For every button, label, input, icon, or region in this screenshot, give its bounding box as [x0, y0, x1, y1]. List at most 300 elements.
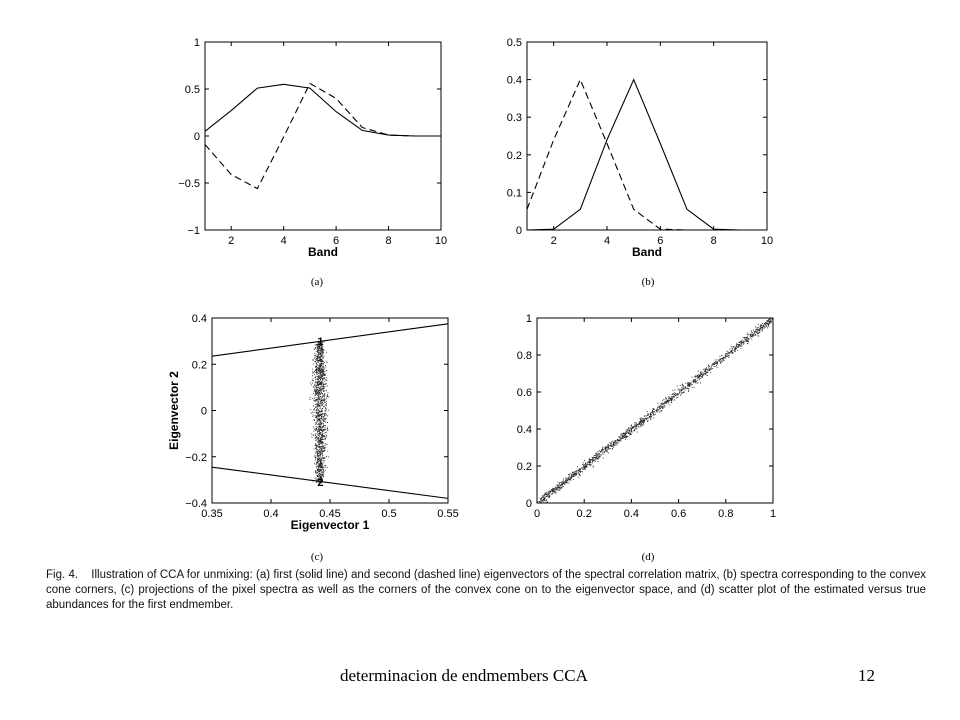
scatter-point [312, 375, 313, 376]
plot-frame [527, 42, 767, 230]
scatter-point [318, 440, 319, 441]
scatter-point [322, 419, 323, 420]
scatter-point [319, 470, 320, 471]
scatter-point [317, 349, 318, 350]
scatter-point [598, 451, 599, 452]
scatter-point [326, 401, 327, 402]
scatter-point [679, 390, 680, 391]
scatter-point [324, 414, 325, 415]
scatter-point [312, 373, 313, 374]
scatter-point [636, 428, 637, 429]
scatter-point [317, 403, 318, 404]
scatter-point [647, 418, 648, 419]
scatter-point [576, 471, 577, 472]
scatter-point [317, 372, 318, 373]
scatter-point [674, 400, 675, 401]
scatter-point [736, 345, 737, 346]
scatter-point [733, 350, 734, 351]
scatter-point [321, 458, 322, 459]
scatter-point [544, 499, 545, 500]
scatter-point [547, 501, 548, 502]
scatter-point [325, 465, 326, 466]
scatter-point [681, 391, 682, 392]
y-tick-label: 1 [193, 37, 200, 49]
scatter-point [614, 442, 615, 443]
scatter-point [315, 391, 316, 392]
scatter-point [318, 455, 319, 456]
scatter-point [720, 363, 721, 364]
scatter-point [315, 460, 316, 461]
scatter-point [319, 405, 320, 406]
scatter-point [706, 367, 707, 368]
scatter-point [320, 463, 321, 464]
scatter-point [620, 439, 621, 440]
scatter-point [592, 458, 593, 459]
scatter-point [323, 361, 324, 362]
scatter-point [560, 482, 561, 483]
scatter-point [544, 495, 545, 496]
scatter-point [565, 482, 566, 483]
scatter-point [314, 431, 315, 432]
scatter-point [325, 439, 326, 440]
scatter-point [312, 369, 313, 370]
scatter-point [313, 360, 314, 361]
page-number: 12 [858, 666, 875, 685]
scatter-point [700, 372, 701, 373]
scatter-point [696, 376, 697, 377]
scatter-point [577, 470, 578, 471]
scatter-point [704, 371, 705, 372]
scatter-point [322, 396, 323, 397]
scatter-point [323, 367, 324, 368]
scatter-point [639, 422, 640, 423]
scatter-point [708, 367, 709, 368]
scatter-point [671, 398, 672, 399]
scatter-point [317, 418, 318, 419]
scatter-point [745, 337, 746, 338]
scatter-point [572, 474, 573, 475]
scatter-point [585, 469, 586, 470]
scatter-point [317, 422, 318, 423]
scatter-point [318, 362, 319, 363]
scatter-point [313, 400, 314, 401]
scatter-point [651, 416, 652, 417]
scatter-point [323, 394, 324, 395]
scatter-point [543, 499, 544, 500]
scatter-point [326, 432, 327, 433]
scatter-point [722, 358, 723, 359]
scatter-point [642, 422, 643, 423]
scatter-point [326, 405, 327, 406]
scatter-point [317, 408, 318, 409]
scatter-point [543, 501, 544, 502]
scatter-point [681, 393, 682, 394]
scatter-point [315, 348, 316, 349]
scatter-point [321, 409, 322, 410]
scatter-point [754, 335, 755, 336]
scatter-point [315, 379, 316, 380]
scatter-point [322, 402, 323, 403]
scatter-point [327, 428, 328, 429]
scatter-point [319, 384, 320, 385]
scatter-point [620, 438, 621, 439]
scatter-point [746, 337, 747, 338]
scatter-point [325, 400, 326, 401]
scatter-point [313, 380, 314, 381]
scatter-point [317, 373, 318, 374]
scatter-point [322, 360, 323, 361]
scatter-point [315, 438, 316, 439]
scatter-point [600, 455, 601, 456]
scatter-point [315, 444, 316, 445]
scatter-point [317, 441, 318, 442]
scatter-point [323, 406, 324, 407]
scatter-point [721, 360, 722, 361]
scatter-point [558, 482, 559, 483]
scatter-point [576, 475, 577, 476]
scatter-point [319, 429, 320, 430]
scatter-point [608, 448, 609, 449]
scatter-point [562, 484, 563, 485]
scatter-point [625, 434, 626, 435]
scatter-point [316, 359, 317, 360]
scatter-point [320, 428, 321, 429]
scatter-point [547, 494, 548, 495]
scatter-point [319, 449, 320, 450]
scatter-point [638, 424, 639, 425]
scatter-point [665, 397, 666, 398]
scatter-point [318, 431, 319, 432]
scatter-point [755, 327, 756, 328]
y-tick-label: 0 [200, 405, 207, 418]
scatter-point [683, 389, 684, 390]
scatter-point [322, 467, 323, 468]
scatter-point [731, 346, 732, 347]
scatter-point [320, 374, 321, 375]
scatter-point [322, 451, 323, 452]
scatter-point [626, 431, 627, 432]
scatter-point [663, 399, 664, 400]
scatter-points [309, 341, 329, 483]
scatter-point [769, 319, 770, 320]
scatter-point [322, 404, 323, 405]
scatter-point [644, 419, 645, 420]
scatter-point [321, 448, 322, 449]
scatter-point [540, 500, 541, 501]
scatter-point [755, 335, 756, 336]
scatter-point [316, 468, 317, 469]
scatter-point [567, 478, 568, 479]
scatter-point [744, 339, 745, 340]
scatter-point [615, 440, 616, 441]
scatter-point [729, 357, 730, 358]
scatter-point [317, 376, 318, 377]
scatter-point [630, 428, 631, 429]
scatter-point [317, 355, 318, 356]
scatter-point [767, 321, 768, 322]
scatter-point [319, 419, 320, 420]
scatter-point [316, 399, 317, 400]
scatter-point [323, 370, 324, 371]
scatter-point [672, 397, 673, 398]
solid-series-line [205, 84, 441, 136]
scatter-point [322, 434, 323, 435]
scatter-point [322, 474, 323, 475]
scatter-point [630, 432, 631, 433]
scatter-point [324, 471, 325, 472]
scatter-point [748, 341, 749, 342]
scatter-point [758, 336, 759, 337]
scatter-point [735, 348, 736, 349]
scatter-point [316, 433, 317, 434]
y-tick-label: 0.5 [184, 84, 200, 96]
scatter-point [315, 367, 316, 368]
scatter-point [585, 463, 586, 464]
scatter-point [318, 429, 319, 430]
scatter-point [629, 428, 630, 429]
scatter-point [317, 472, 318, 473]
x-tick-label: 0.4 [623, 508, 640, 520]
scatter-point [318, 373, 319, 374]
scatter-point [322, 384, 323, 385]
scatter-point [320, 427, 321, 428]
scatter-point [569, 476, 570, 477]
scatter-point [314, 371, 315, 372]
scatter-point [325, 407, 326, 408]
scatter-point [321, 415, 322, 416]
scatter-point [563, 486, 564, 487]
scatter-point [566, 478, 567, 479]
scatter-point [316, 373, 317, 374]
scatter-point [315, 479, 316, 480]
scatter-point [325, 410, 326, 411]
scatter-point [728, 352, 729, 353]
scatter-point [319, 474, 320, 475]
scatter-point [628, 430, 629, 431]
scatter-point [558, 489, 559, 490]
scatter-point [549, 493, 550, 494]
scatter-point [755, 334, 756, 335]
scatter-point [324, 425, 325, 426]
scatter-point [315, 443, 316, 444]
scatter-point [751, 331, 752, 332]
scatter-point [609, 442, 610, 443]
scatter-point [318, 413, 319, 414]
scatter-point [687, 387, 688, 388]
scatter-point [327, 427, 328, 428]
scatter-point [641, 420, 642, 421]
scatter-point [634, 426, 635, 427]
scatter-point [315, 377, 316, 378]
scatter-point [321, 386, 322, 387]
scatter-point [611, 445, 612, 446]
scatter-point [752, 332, 753, 333]
scatter-point [559, 490, 560, 491]
scatter-point [752, 335, 753, 336]
scatter-point [328, 396, 329, 397]
scatter-point [707, 372, 708, 373]
scatter-point [327, 386, 328, 387]
scatter-point [320, 408, 321, 409]
scatter-point [602, 453, 603, 454]
scatter-point [318, 461, 319, 462]
scatter-point [316, 363, 317, 364]
scatter-point [320, 397, 321, 398]
scatter-point [752, 336, 753, 337]
scatter-point [622, 437, 623, 438]
scatter-point [661, 406, 662, 407]
scatter-point [573, 472, 574, 473]
caption-text: Illustration of CCA for unmixing: (a) first (solid line) and second (dashed line) eigenvectors of the spectral correlation matrix, (b) spectra corresponding to the convex cone corners, (c) projections of the pixel spectra as well as the corners of the convex cone on to the eigenvector space, and (d) scatter plot of the estimated versus true abundances for the first endmember. [46, 569, 926, 611]
scatter-point [594, 457, 595, 458]
scatter-point [576, 474, 577, 475]
scatter-point [317, 460, 318, 461]
scatter-point [323, 369, 324, 370]
scatter-point [757, 333, 758, 334]
x-tick-label: 10 [760, 235, 774, 247]
dashed-series-line [527, 80, 767, 230]
scatter-point [320, 350, 321, 351]
scatter-point [770, 318, 771, 319]
scatter-point [589, 462, 590, 463]
x-axis-label: Band [632, 245, 662, 259]
scatter-point [767, 320, 768, 321]
scatter-point [708, 365, 709, 366]
scatter-point [765, 324, 766, 325]
y-tick-label: 0.2 [506, 149, 522, 162]
scatter-point [635, 428, 636, 429]
scatter-point [760, 326, 761, 327]
scatter-point [691, 382, 692, 383]
scatter-point [324, 350, 325, 351]
scatter-point [315, 361, 316, 362]
scatter-point [321, 452, 322, 453]
scatter-point [316, 393, 317, 394]
scatter-point [568, 483, 569, 484]
scatter-point [318, 438, 319, 439]
scatter-point [622, 433, 623, 434]
scatter-point [324, 384, 325, 385]
scatter-point [315, 347, 316, 348]
scatter-point [750, 338, 751, 339]
scatter-point [544, 498, 545, 499]
scatter-point [316, 449, 317, 450]
scatter-point [755, 329, 756, 330]
scatter-point [607, 452, 608, 453]
scatter-point [664, 405, 665, 406]
scatter-point [321, 451, 322, 452]
scatter-point [764, 328, 765, 329]
scatter-point [568, 474, 569, 475]
scatter-point [320, 383, 321, 384]
scatter-point [312, 481, 313, 482]
scatter-point [660, 406, 661, 407]
scatter-point [323, 420, 324, 421]
scatter-point [567, 482, 568, 483]
scatter-point [670, 398, 671, 399]
scatter-point [318, 474, 319, 475]
scatter-point [599, 453, 600, 454]
scatter-point [574, 476, 575, 477]
scatter-point [324, 458, 325, 459]
scatter-point [325, 422, 326, 423]
scatter-point [323, 386, 324, 387]
scatter-point [320, 399, 321, 400]
scatter-point [659, 406, 660, 407]
scatter-point [593, 457, 594, 458]
scatter-point [323, 469, 324, 470]
scatter-point [621, 439, 622, 440]
scatter-point [699, 378, 700, 379]
scatter-point [740, 341, 741, 342]
scatter-point [320, 441, 321, 442]
scatter-point [318, 352, 319, 353]
scatter-point [601, 449, 602, 450]
y-tick-label: 0 [193, 131, 200, 143]
scatter-point [315, 389, 316, 390]
scatter-point [316, 447, 317, 448]
scatter-point [596, 457, 597, 458]
scatter-point [555, 488, 556, 489]
scatter-point [667, 401, 668, 402]
scatter-point [678, 394, 679, 395]
scatter-point [765, 327, 766, 328]
scatter-point [323, 473, 324, 474]
scatter-point [573, 475, 574, 476]
scatter-point [315, 448, 316, 449]
scatter-point [324, 395, 325, 396]
scatter-point [660, 405, 661, 406]
scatter-point [640, 418, 641, 419]
scatter-point [317, 445, 318, 446]
scatter-point [313, 359, 314, 360]
scatter-point [727, 355, 728, 356]
scatter-point [717, 360, 718, 361]
scatter-point [687, 388, 688, 389]
scatter-point [320, 423, 321, 424]
x-tick-label: 6 [657, 235, 664, 247]
scatter-point [316, 473, 317, 474]
scatter-point [318, 394, 319, 395]
scatter-point [747, 336, 748, 337]
scatter-point [317, 397, 318, 398]
scatter-point [560, 485, 561, 486]
scatter-point [317, 405, 318, 406]
scatter-point [715, 363, 716, 364]
scatter-point [610, 448, 611, 449]
scatter-point [321, 462, 322, 463]
scatter-point [313, 372, 314, 373]
scatter-point [657, 409, 658, 410]
scatter-point [320, 366, 321, 367]
scatter-point [325, 367, 326, 368]
scatter-point [564, 481, 565, 482]
scatter-point [703, 369, 704, 370]
scatter-point [567, 479, 568, 480]
scatter-point [319, 461, 320, 462]
scatter-point [723, 360, 724, 361]
scatter-point [318, 453, 319, 454]
scatter-point [325, 467, 326, 468]
scatter-point [582, 468, 583, 469]
scatter-point [718, 360, 719, 361]
scatter-point [725, 358, 726, 359]
scatter-point [715, 360, 716, 361]
scatter-point [613, 446, 614, 447]
scatter-point [698, 382, 699, 383]
scatter-point [683, 387, 684, 388]
scatter-point [716, 362, 717, 363]
